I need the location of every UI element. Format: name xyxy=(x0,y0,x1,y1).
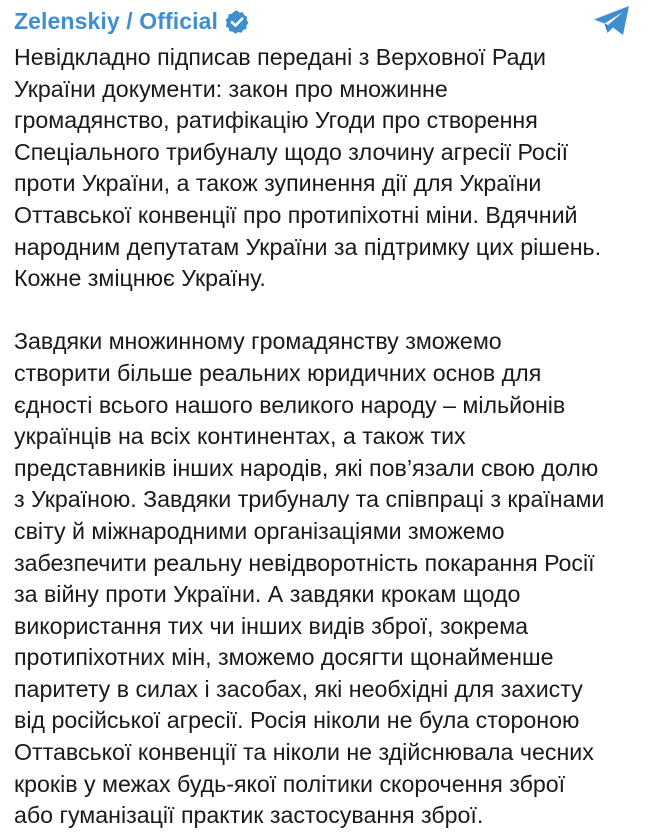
text-line: представників інших народів, які пов’язали свою долю xyxy=(14,454,599,481)
text-line: українців на всіх континентах, а також тих xyxy=(14,423,466,450)
text-line: за війну проти України. А завдяки крокам щодо xyxy=(14,581,521,608)
text-line: єдності всього нашого великого народу – мільйонів xyxy=(14,391,566,418)
text-line: створити більше реальних юридичних основ для xyxy=(14,359,542,386)
text-line: світу й міжнародними організаціями зможемо xyxy=(14,517,505,544)
post-text xyxy=(14,42,636,832)
paragraph-2 xyxy=(14,326,636,832)
channel-name[interactable]: Zelenskiy / Official xyxy=(14,7,218,34)
text-line: Спеціального трибуналу щодо злочину агресії Росії xyxy=(14,138,569,165)
telegram-icon[interactable] xyxy=(592,4,632,38)
text-line: використання тих чи інших видів зброї, зокрема xyxy=(14,612,529,639)
text-line: або гуманізації практик застосування зброї. xyxy=(14,802,484,829)
text-line: народним депутатам України за підтримку цих рішень. xyxy=(14,233,602,260)
text-line: Оттавської конвенції та ніколи не здійснювала чесних xyxy=(14,739,594,766)
verified-badge-icon xyxy=(224,9,250,35)
text-line: від російської агресії. Росія ніколи не була стороною xyxy=(14,707,580,734)
text-line: протипіхотних мін, зможемо досягти щонайменше xyxy=(14,644,554,671)
text-line: кроків у межах будь-якої політики скорочення зброї xyxy=(14,770,566,797)
text-line: Оттавської конвенції про протипіхотні міни. Вдячний xyxy=(14,201,578,228)
text-line: України документи: закон про множинне xyxy=(14,75,448,102)
text-line: проти України, а також зупинення дії для України xyxy=(14,170,542,197)
text-line: забезпечити реальну невідворотність покарання Росії xyxy=(14,549,595,576)
text-line: з Україною. Завдяки трибуналу та співпраці з країнами xyxy=(14,486,605,513)
post-header xyxy=(14,2,636,40)
text-line: паритету в силах і засобах, які необхідні для захисту xyxy=(14,675,583,702)
text-line: Завдяки множинному громадянству зможемо xyxy=(14,328,502,355)
paragraph-gap xyxy=(14,295,636,327)
paragraph-1 xyxy=(14,42,636,295)
text-line: Кожне зміцнює Україну. xyxy=(14,265,266,292)
text-line: Невідкладно підписав передані з Верховної Ради xyxy=(14,44,546,70)
text-line: громадянство, ратифікацію Угоди про створення xyxy=(14,107,538,134)
